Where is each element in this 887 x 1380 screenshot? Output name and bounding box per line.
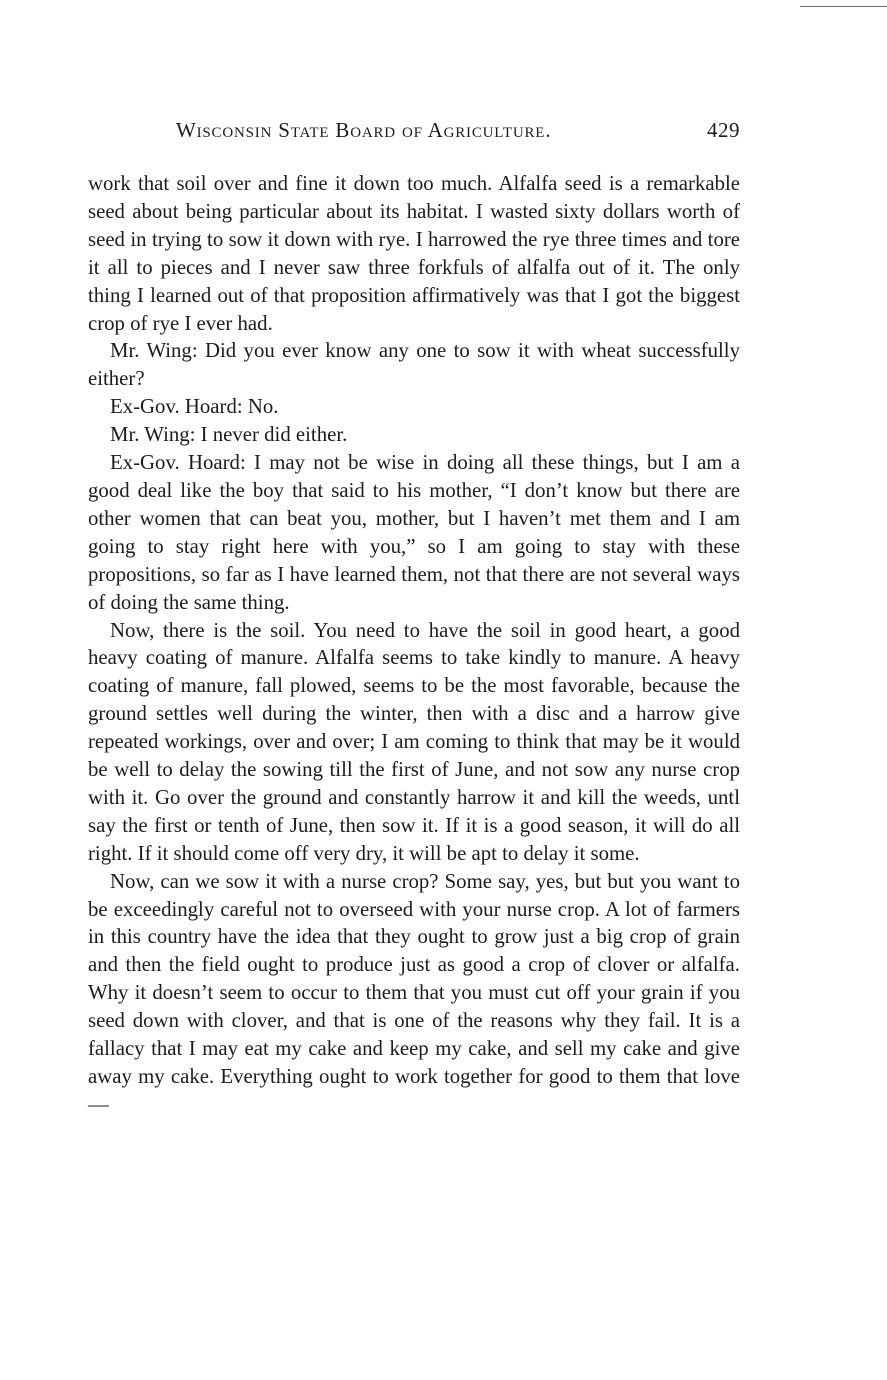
paragraph-hoard-reply: Ex-Gov. Hoard: No. <box>110 395 279 419</box>
paragraph-continued: work that soil over and fine it down too much. Alfalfa seed is a remarkable seed about being particular about its habitat. I wasted sixty dollars worth of seed in trying to sow it down with rye. I harrowed the rye three times and tore it all to pieces and I never saw three forkfuls of alfalfa out of it. The only thing I learned out of that proposition affirmatively was that I got the biggest crop of rye I ever had. <box>88 172 740 335</box>
paragraph-nurse-crop: Now, can we sow it with a nurse crop? Some say, yes, but but you want to be exceedingly careful not to overseed with your nurse crop. A lot of farmers in this country have the idea that they ought to grow just a big crop of grain and then the field ought to produce just as good a crop of clover or alfalfa. Why it doesn’t seem to occur to them that you must cut off your grain if you seed down with clover, and that is one of the reasons why they fail. It is a fallacy that I may eat my cake and keep my cake, and sell my cake and give away my cake. Everything ought to work together for good to them that love— <box>88 869 740 1116</box>
running-head: Wisconsin State Board of Agriculture. <box>176 118 552 142</box>
paragraph-hoard-boy-story: Ex-Gov. Hoard: I may not be wise in doing all these things, but I am a good deal like the boy that said to his mother, “I don’t know but there are other women that can beat you, mother, but I haven’t met them and I am going to stay right here with you,” so I am going to stay with these propositions, so far as I have learned them, not that there are not several ways of doing the same thing. <box>88 451 740 614</box>
paragraph-wing-reply: Mr. Wing: I never did either. <box>110 423 348 447</box>
page-header <box>88 118 740 148</box>
page-number: 429 <box>707 118 740 142</box>
page-body <box>88 170 740 1119</box>
page-edge-line <box>800 6 887 7</box>
paragraph-wing-question: Mr. Wing: Did you ever know any one to sow it with wheat successfully either? <box>88 339 740 391</box>
paragraph-soil: Now, there is the soil. You need to have the soil in good heart, a good heavy coating of manure. Alfalfa seems to take kindly to manure. A heavy coating of manure, fall plowed, seems to be the most favorable, because the ground settles well during the winter, then with a disc and a harrow give repeated workings, over and over; I am coming to think that may be it would be well to delay the sowing till the first of June, and not sow any nurse crop with it. Go over the ground and constantly harrow it and kill the weeds, untl say the first or tenth of June, then sow it. If it is a good season, it will do all right. If it should come off very dry, it will be apt to delay it some. <box>88 618 740 865</box>
